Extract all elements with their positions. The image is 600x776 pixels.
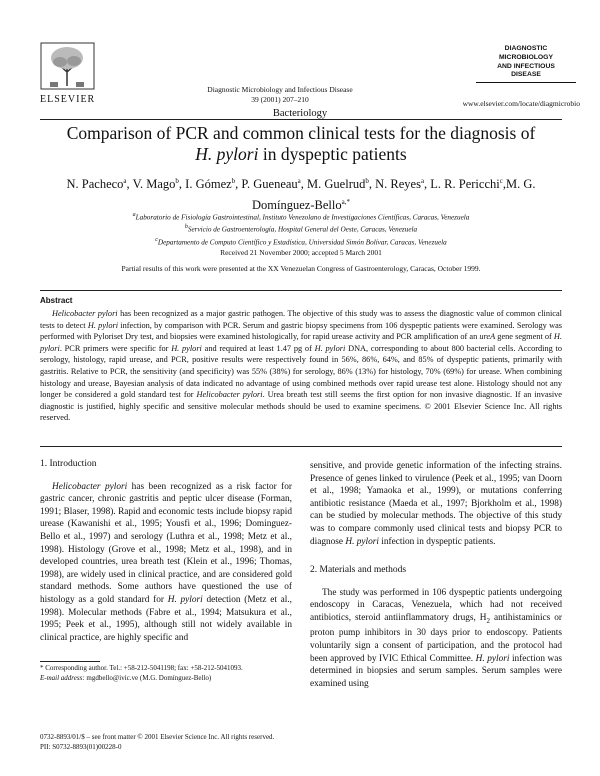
abstract-bottom-rule <box>40 446 562 447</box>
text-run: infection, by comparison with PCR. Serum and gastric biopsy specimens from 106 dyspeptic patients were examined. Serology was performed with Pyloriset Dry test, and biopsies were examined histologically, for rapid urease activity and PCR amplification of an <box>40 320 563 342</box>
author-name: P. Gueneau$^a$ <box>241 177 301 192</box>
italic-term: Helicobacter pylori <box>52 309 118 318</box>
copyright-footer <box>40 733 440 752</box>
text-run: 2 <box>486 616 490 625</box>
text-run: infection in dyspeptic patients. <box>378 536 496 547</box>
title-organism: H. pylori <box>195 144 259 164</box>
author-affiliation-mark: a,* <box>341 198 350 207</box>
affiliation-mark: b <box>184 224 188 231</box>
text-run: sensitive, and provide genetic information of the infecting strains. Presence of genes linked to virulence (Peek et al., 1995; van Doorn et al., 1998; Yamaoka et al., 1999), or mutations conferring antibiotic resistance (Maeda et al., 1997; Bjorkholm et al., 1998) can be studied by molecular methods. The objective of this study was to compare commonly used clinical tests and biopsy PCR to diagnose <box>310 461 562 547</box>
presentation-note: Partial results of this work were presented at the XX Venezuelan Congress of Gastroenterology, Caracas, October 1999. <box>121 264 481 273</box>
author-affiliation-mark: b <box>231 177 236 185</box>
author-name: L. R. Pericchi$^c$ <box>430 177 503 192</box>
affiliation-text: Servicio de Gastroenterología, Hospital General del Oeste, Caracas, Venezuela <box>187 225 418 234</box>
right-column <box>310 460 562 690</box>
abstract-heading: Abstract <box>40 296 73 305</box>
publisher-logo-text: ELSEVIER <box>40 94 96 105</box>
italic-term: H. pylori <box>167 594 203 605</box>
affiliation-line <box>60 235 542 247</box>
author-separator: , <box>300 177 308 192</box>
text-run: detection (Metz et al., 1998). Molecular methods (Fabre et al., 1994; Matsukura et al., 1995; Peek et al., 1995), although still not widely available in clinical practice, are highly specific and <box>40 594 293 643</box>
email-label: E-mail address: <box>40 673 85 682</box>
italic-term: H. pylori <box>475 653 510 664</box>
text-run: The study was performed in 106 dyspeptic patients undergoing endoscopy in Caracas, Venezuela, which had not received antibiotics, steroid antiinflammatory drugs, H <box>310 587 562 623</box>
email-line <box>40 674 292 684</box>
text-run: gene segment of <box>495 332 554 342</box>
author-affiliation-mark: a <box>123 177 127 185</box>
author-list <box>40 172 562 214</box>
author-affiliation-mark: a <box>297 177 301 185</box>
journal-url[interactable]: www.elsevier.com/locate/diagmicrobio <box>462 99 580 108</box>
title-line-2 <box>40 144 562 165</box>
elsevier-tree-logo <box>40 42 95 90</box>
introduction-paragraph <box>40 481 292 645</box>
author-affiliation-mark: c <box>499 177 503 185</box>
brand-line: DIAGNOSTIC <box>504 45 548 52</box>
author-separator: , <box>502 177 506 192</box>
affiliation-line <box>60 222 542 234</box>
author-name: M. Guelrud$^b$ <box>307 177 369 192</box>
author-name: N. Reyes$^a$ <box>375 177 425 192</box>
journal-name: Diagnostic Microbiology and Infectious Disease <box>207 85 353 94</box>
title-rest: in dyspeptic patients <box>258 144 407 164</box>
italic-term: H. pylori <box>171 343 202 353</box>
abstract-paragraph <box>40 308 562 424</box>
author-separator: , <box>178 177 186 192</box>
journal-header <box>100 85 460 104</box>
paper-title <box>40 123 562 165</box>
author-separator: , <box>424 177 431 192</box>
text-run: and required at least 1.47 pg of <box>201 343 315 353</box>
introduction-continued <box>310 460 562 548</box>
title-line-1: Comparison of PCR and common clinical tests for the diagnosis of <box>66 123 536 143</box>
text-run: DNA, corresponding to about 800 bacterial cells. According to serology, histology, rapid urease, and PCR, positive results were respectively found in 56%, 86%, 64%, and 85% of dyspeptic patients, primarily with gastritis. Relative to PCR, the sensitivity (and specificity) was 55% (38%) for serology, 86% (13%) for histology, 70% (69%) for urease. When combining histology and urease, Bayesian analysis of data indicated no advantage of using combined methods over rapid urease test alone. Histology should not any longer be considered a gold standard test for <box>40 343 562 400</box>
italic-term: Helicobacter pylori <box>196 390 263 400</box>
author-affiliation-mark: a <box>420 177 425 185</box>
journal-brand <box>476 45 576 83</box>
section-heading-introduction: 1. Introduction <box>40 459 97 469</box>
email-address[interactable]: mgdbello@ivic.ve (M.G. Domínguez-Bello) <box>86 673 212 682</box>
author-name: I. Gómez$^b$ <box>185 177 236 192</box>
footnote <box>40 664 292 683</box>
italic-term: H. pylori <box>314 343 346 353</box>
pii-line: PII: S0732-8893(01)00228-0 <box>40 742 122 751</box>
brand-line: DISEASE <box>511 71 541 79</box>
author-name: V. Mago$^b$ <box>132 177 179 192</box>
text-run: has been recognized as a risk factor for gastric cancer, chronic gastritis and peptic ulcer disease (Forman, 1991; Blaser, 1998). Rapid and economic tests include biopsy rapid urease (Kawanishi et al., 1995; Yousfi et al., 1996; Dominguez-Bello et al., 1997) and serology (Luthra et al., 1998; Metz et al., 1998). Histology (Grove et al., 1998; Metz et al., 1998), and in developed countries, urea breath test (Klein et al., 1996; Thomas, 1998), are widely used in clinical practice, and are considered gold standard methods. Some authors have questioned the use of histology as a gold standard for <box>40 481 292 605</box>
affiliation-mark: c <box>155 236 158 243</box>
italic-term: H. pylori <box>87 320 119 330</box>
header-rule <box>40 119 562 120</box>
affiliation-text: Laboratorio de Fisiología Gastrointestinal, Instituto Venezolano de Investigaciones Científicas, Caracas, Venezuela <box>135 213 470 222</box>
author-name: N. Pacheco$^a$ <box>66 177 127 192</box>
section-heading-methods: 2. Materials and methods <box>310 565 407 576</box>
issn-line: 0732-8893/01/$ – see front matter © 2001 Elsevier Science Inc. All rights reserved. <box>40 733 275 741</box>
text-run: . PCR primers were specific for <box>59 343 172 353</box>
italic-term: ureA <box>479 332 496 342</box>
methods-paragraph <box>310 587 562 691</box>
text-run: . Urea breath test still seems the first option for non invasive diagnostic. If an invasive diagnostic is justified, highly specific and sensitive molecular methods should be used to examine specimens. © 2001 Elsevier Science Inc. All rights reserved. <box>40 390 562 423</box>
abstract-top-rule <box>40 290 562 291</box>
author-affiliation-mark: b <box>175 177 179 185</box>
text-run: antihistaminics or proton pump inhibitors in 30 days prior to endoscopy. Patients voluntarily sign a consent of participation, and the protocol had been approved by IVIC Ethical Committee. <box>310 612 562 664</box>
brand-line: MICROBIOLOGY <box>499 53 553 61</box>
italic-term: H. pylori <box>40 332 562 353</box>
volume-line: 39 (2001) 207–210 <box>251 94 309 104</box>
received-dates: Received 21 November 2000; accepted 5 March 2001 <box>220 248 382 257</box>
affiliation-line <box>60 210 542 222</box>
footnote-rule <box>40 661 100 662</box>
author-separator: , <box>235 177 242 192</box>
author-separator: , <box>126 177 133 192</box>
left-column <box>40 458 292 644</box>
author-name: M. G. Domínguez-Bello$^{a,*}$ <box>252 177 536 213</box>
abstract-body <box>40 308 562 424</box>
affiliation-text: Departamento de Computo Científico y Estadística, Universidad Simón Bolívar, Caracas, Venezuela <box>157 238 447 247</box>
author-affiliation-mark: b <box>365 177 369 185</box>
author-separator: , <box>368 177 376 192</box>
affiliations <box>60 210 542 247</box>
corresponding-author: * Corresponding author. Tel.: +58-212-5041198; fax: +58-212-5041093. <box>40 664 243 672</box>
italic-term: H. pylori <box>345 536 379 547</box>
affiliation-mark: a <box>132 212 136 218</box>
text-run: infection was determined in biopsies and serum samples. Serum samples were examined using <box>310 653 562 689</box>
text-run: has been recognized as a major gastric pathogen. The objective of this study was to assess the diagnostic value of common clinical tests to detect <box>40 309 562 330</box>
section-label: Bacteriology <box>272 108 328 119</box>
brand-line: AND INFECTIOUS <box>497 62 555 70</box>
italic-term: Helicobacter pylori <box>52 481 128 492</box>
